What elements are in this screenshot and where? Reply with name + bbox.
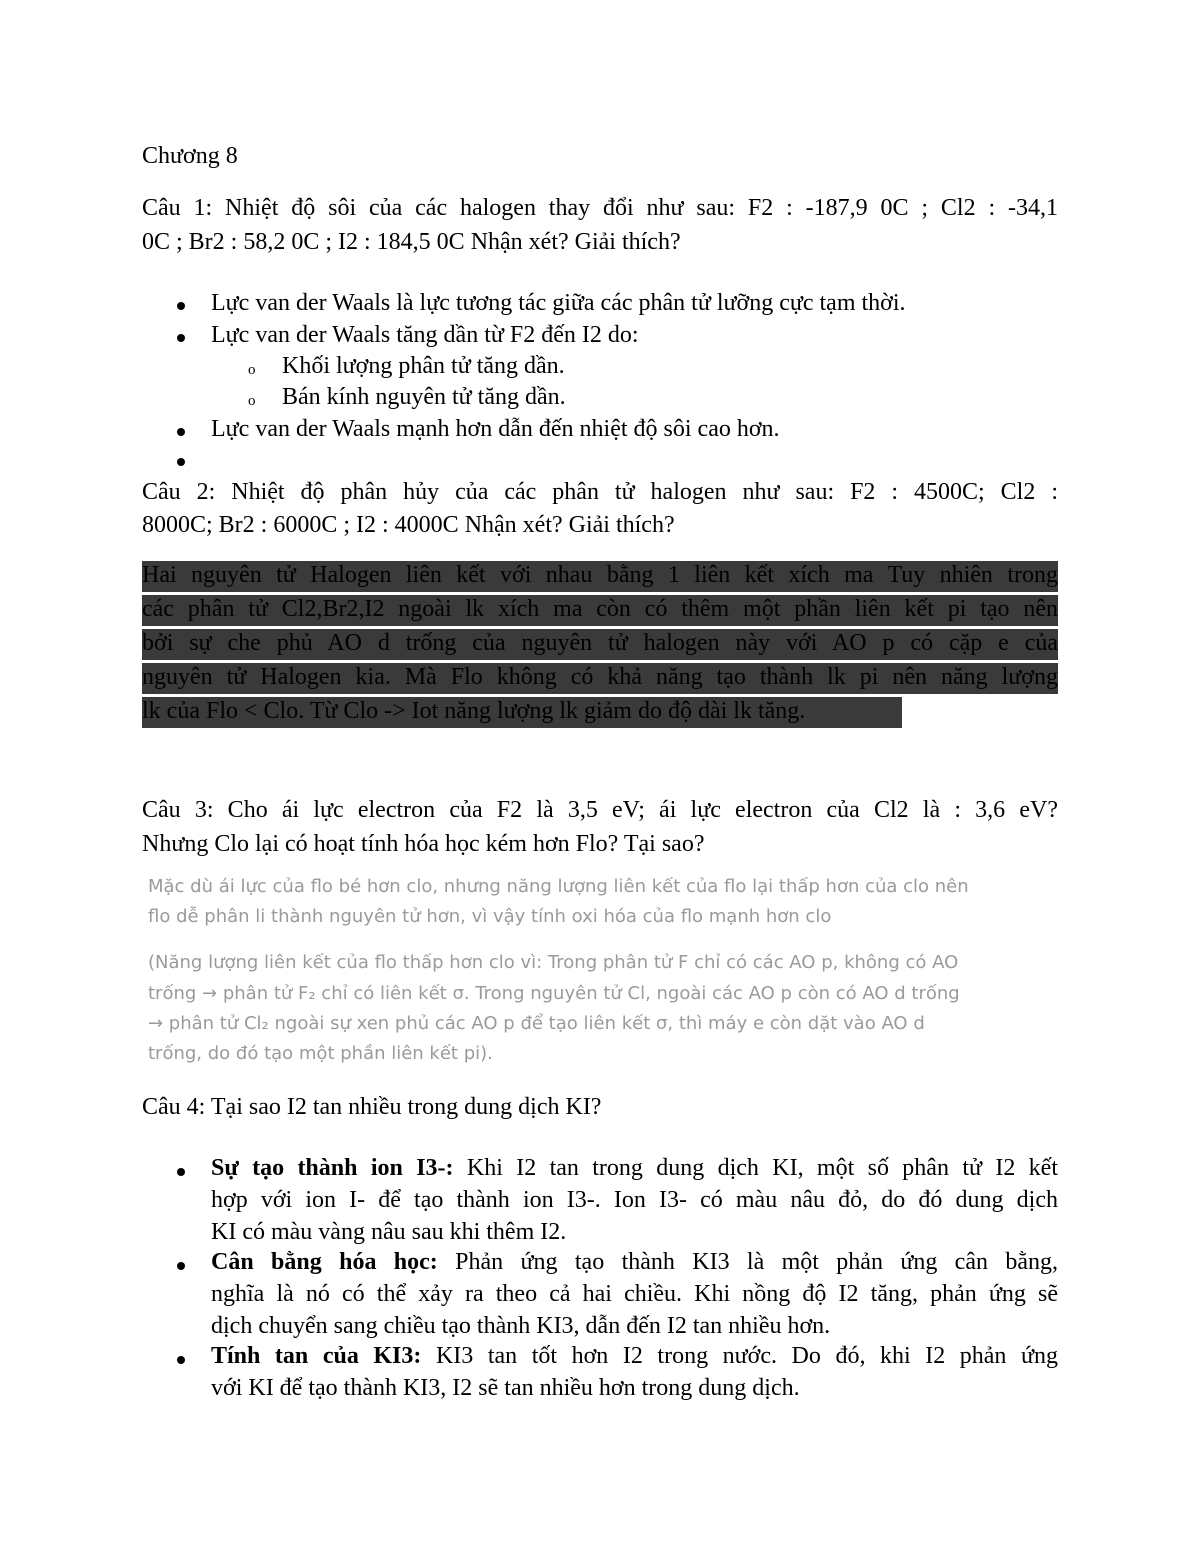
q1-line-2: 0C ; Br2 : 58,2 0C ; I2 : 184,5 0C Nhận xét? Giải thích?: [142, 229, 681, 255]
q4-item-3-line-1: [211, 1343, 1058, 1370]
q2-answer-line-3: bởi sự che phủ AO d trống của nguyên tử halogen này với AO p có cặp e của: [142, 630, 1058, 656]
q4-item-2-text-1: Phản ứng tạo thành KI3 là một phản ứng cân bằng,: [455, 1249, 1058, 1275]
bullet-icon: [177, 334, 185, 342]
q1-sub-bullet-1: Khối lượng phân tử tăng dần.: [282, 353, 565, 379]
bullet-icon: [177, 458, 185, 466]
q2-answer-line-2: các phân tử Cl2,Br2,I2 ngoài lk xích ma còn có thêm một phần liên kết pi tạo nên: [142, 596, 1058, 622]
q4-item-3-text-1: KI3 tan tốt hơn I2 trong nước. Do đó, khi I2 phản ứng: [435, 1343, 1058, 1369]
circle-bullet-icon: o: [248, 393, 256, 409]
bullet-icon: [177, 1168, 185, 1176]
q2-answer-line-5: lk của Flo < Clo. Từ Clo -> Iot năng lượng lk giảm do độ dài lk tăng.: [142, 698, 806, 724]
q1-bullet-1: Lực van der Waals là lực tương tác giữa các phân tử lưỡng cực tạm thời.: [211, 290, 906, 316]
bullet-icon: [177, 302, 185, 310]
q4-item-3-line-2: với KI để tạo thành KI3, I2 sẽ tan nhiều hơn trong dung dịch.: [211, 1375, 800, 1401]
q1-line-1: Câu 1: Nhiệt độ sôi của các halogen thay đổi như sau: F2 : -187,9 0C ; Cl2 : -34,1: [142, 195, 1058, 221]
q3-answer-line-6: trống, do đó tạo một phần liên kết pi).: [148, 1043, 493, 1064]
q3-line-1: Câu 3: Cho ái lực electron của F2 là 3,5 eV; ái lực electron của Cl2 là : 3,6 eV?: [142, 797, 1058, 823]
q1-bullet-2: Lực van der Waals tăng dần từ F2 đến I2 do:: [211, 322, 639, 348]
q2-line-1: Câu 2: Nhiệt độ phân hủy của các phân tử halogen như sau: F2 : 4500C; Cl2 :: [142, 479, 1058, 505]
q1-bullet-3: Lực van der Waals mạnh hơn dẫn đến nhiệt độ sôi cao hơn.: [211, 416, 780, 442]
q2-line-2: 8000C; Br2 : 6000C ; I2 : 4000C Nhận xét? Giải thích?: [142, 512, 675, 538]
q4-item-1-line-1: [211, 1155, 1058, 1182]
q3-answer-line-4: trống → phân tử F₂ chỉ có liên kết σ. Trong nguyên tử Cl, ngoài các AO p còn có AO d trống: [148, 983, 960, 1004]
q1-sub-bullet-2: Bán kính nguyên tử tăng dần.: [282, 384, 566, 410]
q4-question: Câu 4: Tại sao I2 tan nhiều trong dung dịch KI?: [142, 1094, 602, 1120]
q4-item-2-line-3: dịch chuyển sang chiều tạo thành KI3, dẫn đến I2 tan nhiều hơn.: [211, 1313, 831, 1339]
q4-item-2-title: Cân bằng hóa học:: [211, 1249, 438, 1275]
q3-answer-line-2: flo dễ phân li thành nguyên tử hơn, vì vậy tính oxi hóa của flo mạnh hơn clo: [148, 906, 832, 927]
q4-item-1-title: Sự tạo thành ion I3-:: [211, 1155, 454, 1181]
q4-item-1-line-2: hợp với ion I- để tạo thành ion I3-. Ion I3- có màu nâu đỏ, do đó dung dịch: [211, 1187, 1058, 1213]
q4-item-3-title: Tính tan của KI3:: [211, 1343, 422, 1369]
q4-item-1-line-3: KI có màu vàng nâu sau khi thêm I2.: [211, 1219, 567, 1245]
q3-answer-line-5: → phân tử Cl₂ ngoài sự xen phủ các AO p để tạo liên kết σ, thì máy e còn dặt vào AO d: [148, 1013, 925, 1034]
bullet-icon: [177, 428, 185, 436]
chapter-title: Chương 8: [142, 143, 238, 169]
q3-line-2: Nhưng Clo lại có hoạt tính hóa học kém hơn Flo? Tại sao?: [142, 831, 705, 857]
q3-answer-line-3: (Năng lượng liên kết của flo thấp hơn clo vì: Trong phân tử F chỉ có các AO p, không có AO: [148, 952, 959, 973]
q4-item-2-line-2: nghĩa là nó có thể xảy ra theo cả hai chiều. Khi nồng độ I2 tăng, phản ứng sẽ: [211, 1281, 1058, 1307]
bullet-icon: [177, 1356, 185, 1364]
bullet-icon: [177, 1262, 185, 1270]
q3-answer-line-1: Mặc dù ái lực của flo bé hơn clo, nhưng năng lượng liên kết của flo lại thấp hơn của clo nên: [148, 876, 969, 897]
q2-answer-line-4: nguyên tử Halogen kia. Mà Flo không có khả năng tạo thành lk pi nên năng lượng: [142, 664, 1058, 690]
q4-item-1-text-1: Khi I2 tan trong dung dịch KI, một số phân tử I2 kết: [466, 1155, 1058, 1181]
q2-answer-line-1: Hai nguyên tử Halogen liên kết với nhau bằng 1 liên kết xích ma Tuy nhiên trong: [142, 562, 1058, 588]
circle-bullet-icon: o: [248, 362, 256, 378]
q4-item-2-line-1: [211, 1249, 1058, 1276]
